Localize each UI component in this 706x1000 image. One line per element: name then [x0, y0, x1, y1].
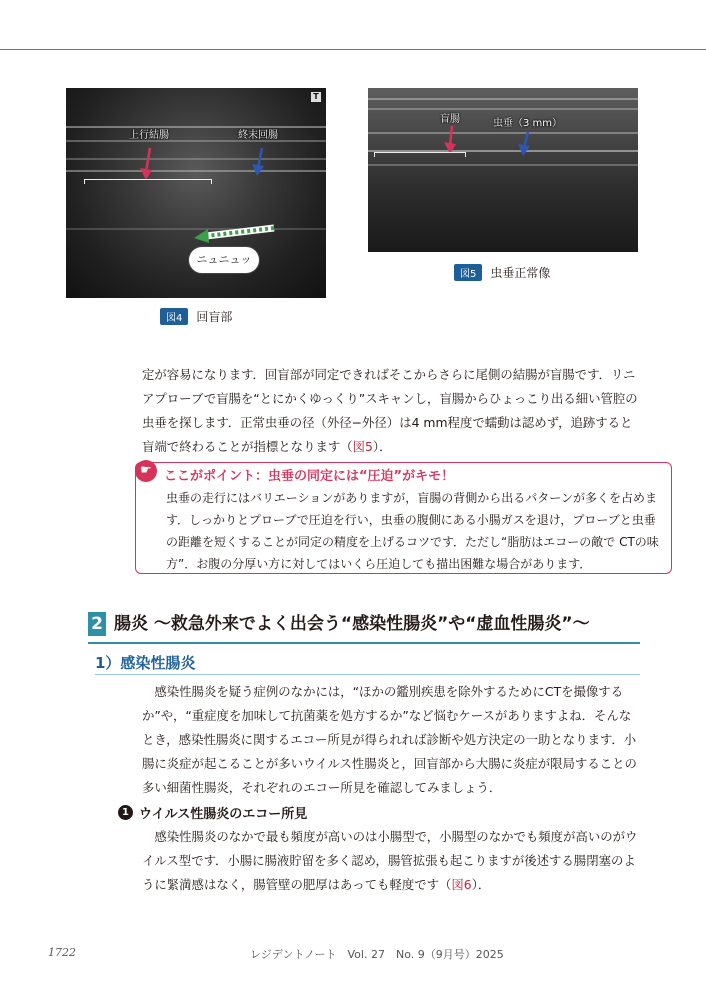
item-heading: [118, 803, 307, 822]
point-box: [135, 462, 672, 574]
blue-arrow-icon: [252, 148, 264, 176]
figure-5-reference[interactable]: 図5: [352, 439, 373, 454]
item-paragraph: [142, 825, 642, 897]
orientation-marker: T: [311, 92, 321, 102]
caliper-marker: [84, 179, 212, 184]
subsection-rule: [95, 674, 640, 675]
item-number: 1: [118, 805, 133, 820]
label-ascending-colon: 上行結腸: [129, 130, 169, 141]
item-text-end: ）．: [471, 877, 491, 892]
blue-arrow-icon: [518, 132, 530, 156]
section-title: 腸炎 ～救急外来でよく出会う“感染性腸炎”や“虚血性腸炎”～: [114, 614, 590, 634]
section-number: 2: [88, 612, 106, 636]
figure-caption-text: 虫垂正常像: [490, 266, 551, 280]
section-rule: [88, 642, 640, 644]
caliper-marker: [374, 152, 466, 157]
header-rule: [0, 49, 706, 50]
subsection-paragraph: 感染性腸炎を疑う症例のなかには，“ほかの鑑別疾患を除外するためにCTを撮像するか”や，“重症度を加味して抗菌薬を処方するか”など悩むケースがありますよね．そんなとき，感染性腸炎に関するエコー所見が得られれば診断や処方決定の一助となります．小腸に炎症が起こることが多いウイルス性腸炎と，回盲部から大腸に炎症が限局することの多い細菌性腸炎，それぞれのエコー所見を確認してみましょう．: [142, 684, 637, 795]
intro-text-end: ）．: [372, 439, 392, 454]
figure-caption-text: 回盲部: [196, 310, 233, 324]
figure-4-caption: [160, 308, 232, 325]
figure-5-caption: [454, 264, 550, 281]
journal-footer: レジデントノート Vol. 27 No. 9（9月号）2025: [250, 948, 504, 961]
item-title: ウイルス性腸炎のエコー所見: [139, 807, 308, 822]
figure-badge: 図4: [160, 308, 188, 325]
page-number: 1722: [48, 946, 76, 959]
intro-paragraph: [142, 363, 642, 459]
speech-bubble: ニュニュッ: [188, 246, 260, 274]
point-box-title: ここがポイント：虫垂の同定には“圧迫”がキモ！: [164, 469, 455, 484]
label-cecum: 盲腸: [440, 114, 460, 125]
intro-text: 定が容易になります．回盲部が同定できればそこからさらに尾側の結腸が盲腸です．リニアプローブで盲腸を“とにかくゆっくり”スキャンし，盲腸からひょっこり出る細い管腔の虫垂を探します．正常虫垂の径（外径−外径）は4 mm程度で蠕動は認めず，追跡すると盲端で終わることが指標となります（: [142, 367, 638, 454]
point-box-text: 虫垂の走行にはバリエーションがありますが，盲腸の背側から出るパターンが多くを占めます．しっかりとプローブで圧迫を行い，虫垂の腹側にある小腸ガスを退け，プローブと虫垂の距離を短くすることが同定の精度を上げるコツです．ただし“脂肪はエコーの敵で CTの味方”．お腹の分厚い方に対してはいくら圧迫しても描出困難な場合があります．: [166, 491, 659, 571]
label-appendix: 虫垂（3 mm）: [493, 118, 563, 129]
red-arrow-icon: [140, 148, 152, 180]
subsection-title: 1）感染性腸炎: [95, 654, 196, 672]
figure-6-reference[interactable]: 図6: [451, 877, 472, 892]
annotation-arrows: [368, 88, 638, 252]
ultrasound-image-appendix: [368, 88, 638, 252]
label-terminal-ileum: 終末回腸: [238, 130, 278, 141]
green-dotted-arrow-icon: [194, 228, 274, 243]
item-text: 感染性腸炎のなかで最も頻度が高いのは小腸型で，小腸型のなかでも頻度が高いのがウイルス型です．小腸に腸液貯留を多く認め，腸管拡張も起こりますが後述する腸閉塞のように緊満感はなく，腸管壁の肥厚はあっても軽度です（: [142, 829, 638, 892]
figure-badge: 図5: [454, 264, 482, 281]
red-arrow-icon: [444, 126, 456, 154]
pointing-hand-icon: ☛: [135, 460, 157, 482]
